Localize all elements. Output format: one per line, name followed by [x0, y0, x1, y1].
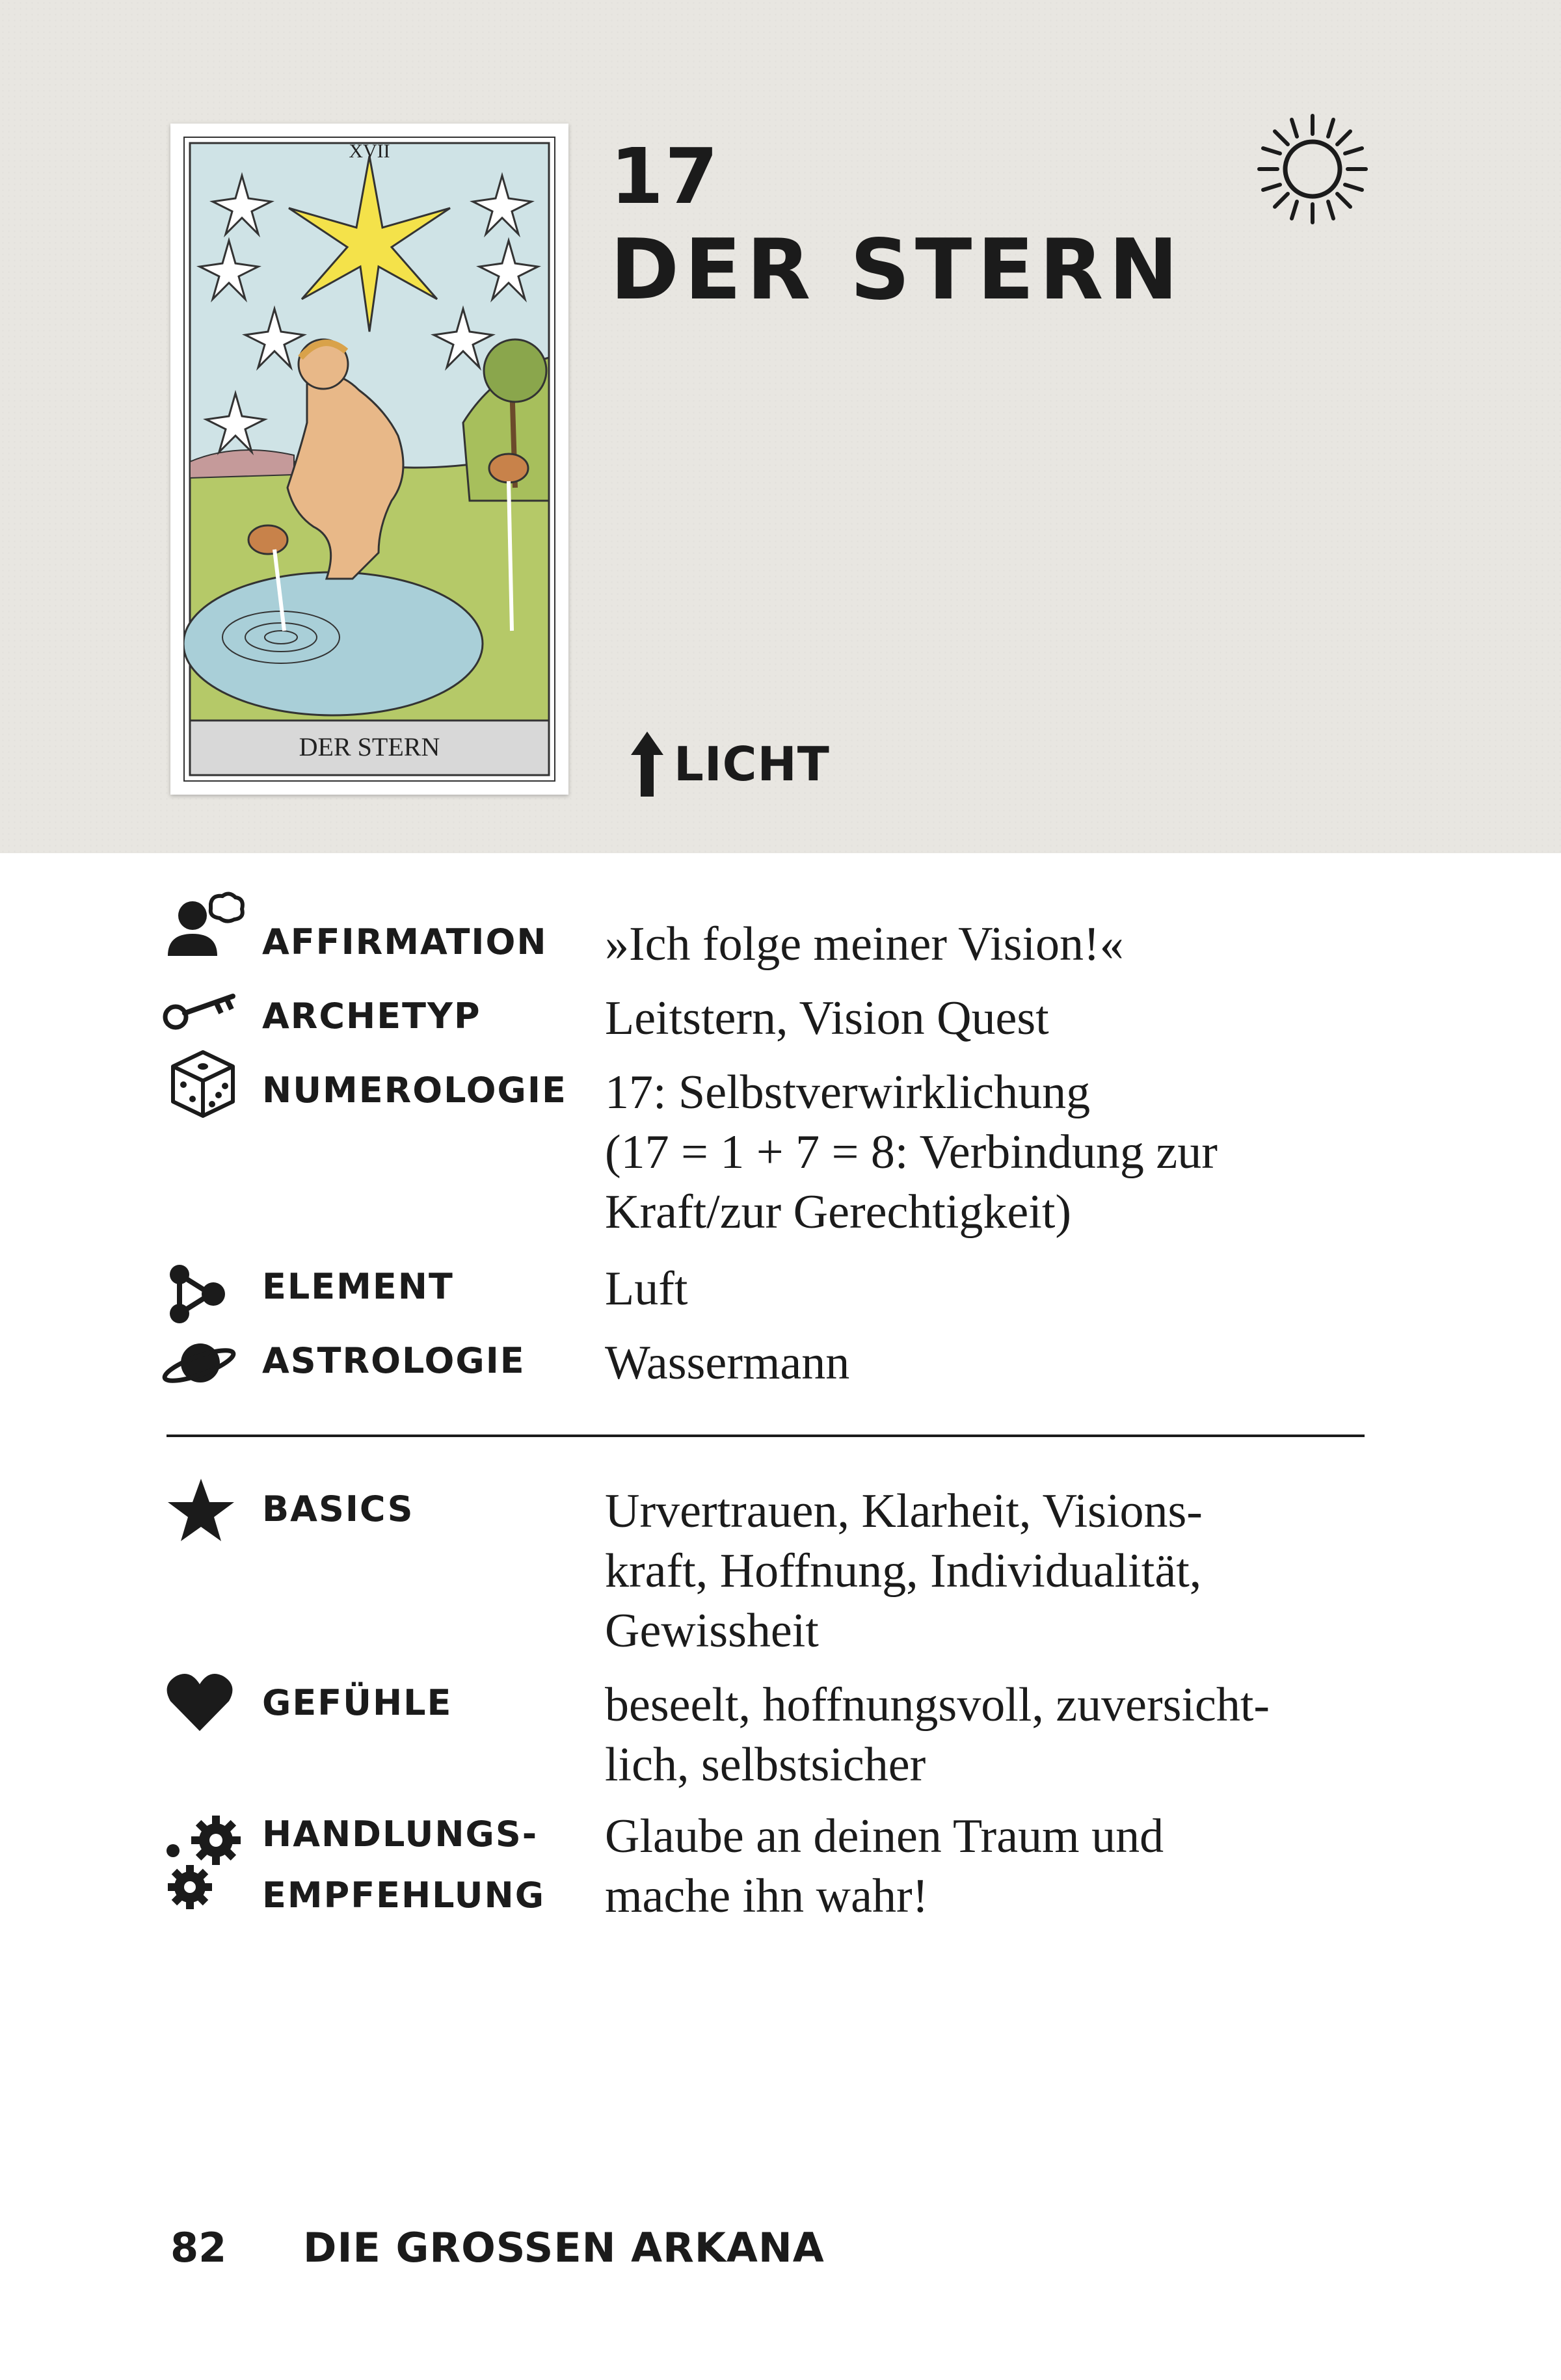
gefuehle-value-line-2: lich, selbstsicher	[605, 1738, 926, 1792]
element-label: ELEMENT	[262, 1266, 454, 1307]
affirmation-value: »Ich folge meiner Vision!«	[605, 918, 1124, 971]
orientation-label: LICHT	[674, 737, 830, 791]
basics-value-line-1: Urvertrauen, Klarheit, Visions-	[605, 1485, 1203, 1538]
running-footer-title: DIE GROSSEN ARKANA	[303, 2224, 825, 2271]
handlung-label-line-1: HANDLUNGS-	[262, 1814, 539, 1855]
gefuehle-label: GEFÜHLE	[262, 1682, 453, 1723]
handlung-value-line-2: mache ihn wahr!	[605, 1870, 929, 1923]
orientation-indicator	[631, 732, 830, 797]
archetyp-label: ARCHETYP	[262, 996, 481, 1037]
numerologie-label: NUMEROLOGIE	[262, 1070, 567, 1111]
astrologie-value: Wassermann	[605, 1336, 850, 1390]
sun-icon	[1255, 112, 1370, 226]
tarot-card-image	[170, 124, 568, 795]
dice-icon	[169, 1048, 237, 1120]
element-value: Luft	[605, 1262, 688, 1316]
planet-icon	[160, 1333, 238, 1392]
arrow-up-icon	[631, 732, 663, 797]
thinking-person-icon	[161, 891, 246, 962]
card-roman-numeral: XVII	[349, 140, 390, 162]
heart-icon	[164, 1669, 235, 1734]
handlung-value-line-1: Glaube an deinen Traum und	[605, 1810, 1164, 1863]
gears-icon	[164, 1812, 248, 1916]
section-divider	[167, 1435, 1365, 1437]
card-number: 17	[610, 131, 720, 221]
archetyp-value: Leitstern, Vision Quest	[605, 992, 1049, 1045]
basics-value-line-2: kraft, Hoffnung, Individualität,	[605, 1544, 1202, 1598]
star-icon	[165, 1476, 237, 1545]
handlung-label-line-2: EMPFEHLUNG	[262, 1875, 546, 1916]
molecule-icon	[165, 1262, 230, 1327]
basics-value-line-3: Gewissheit	[605, 1604, 819, 1658]
basics-label: BASICS	[262, 1488, 414, 1529]
key-icon	[160, 990, 238, 1035]
numerologie-value-line-3: Kraft/zur Gerechtigkeit)	[605, 1185, 1072, 1239]
astrologie-label: ASTROLOGIE	[262, 1340, 526, 1381]
card-caption: DER STERN	[299, 732, 440, 761]
card-title: DER STERN	[610, 222, 1184, 319]
gefuehle-value-line-1: beseelt, hoffnungsvoll, zuversicht-	[605, 1678, 1270, 1732]
star-card-illustration	[183, 137, 555, 782]
numerologie-value-line-2: (17 = 1 + 7 = 8: Verbindung zur	[605, 1126, 1218, 1179]
page-number: 82	[170, 2224, 227, 2271]
affirmation-label: AFFIRMATION	[262, 921, 548, 962]
numerologie-value-line-1: 17: Selbstverwirklichung	[605, 1066, 1091, 1119]
